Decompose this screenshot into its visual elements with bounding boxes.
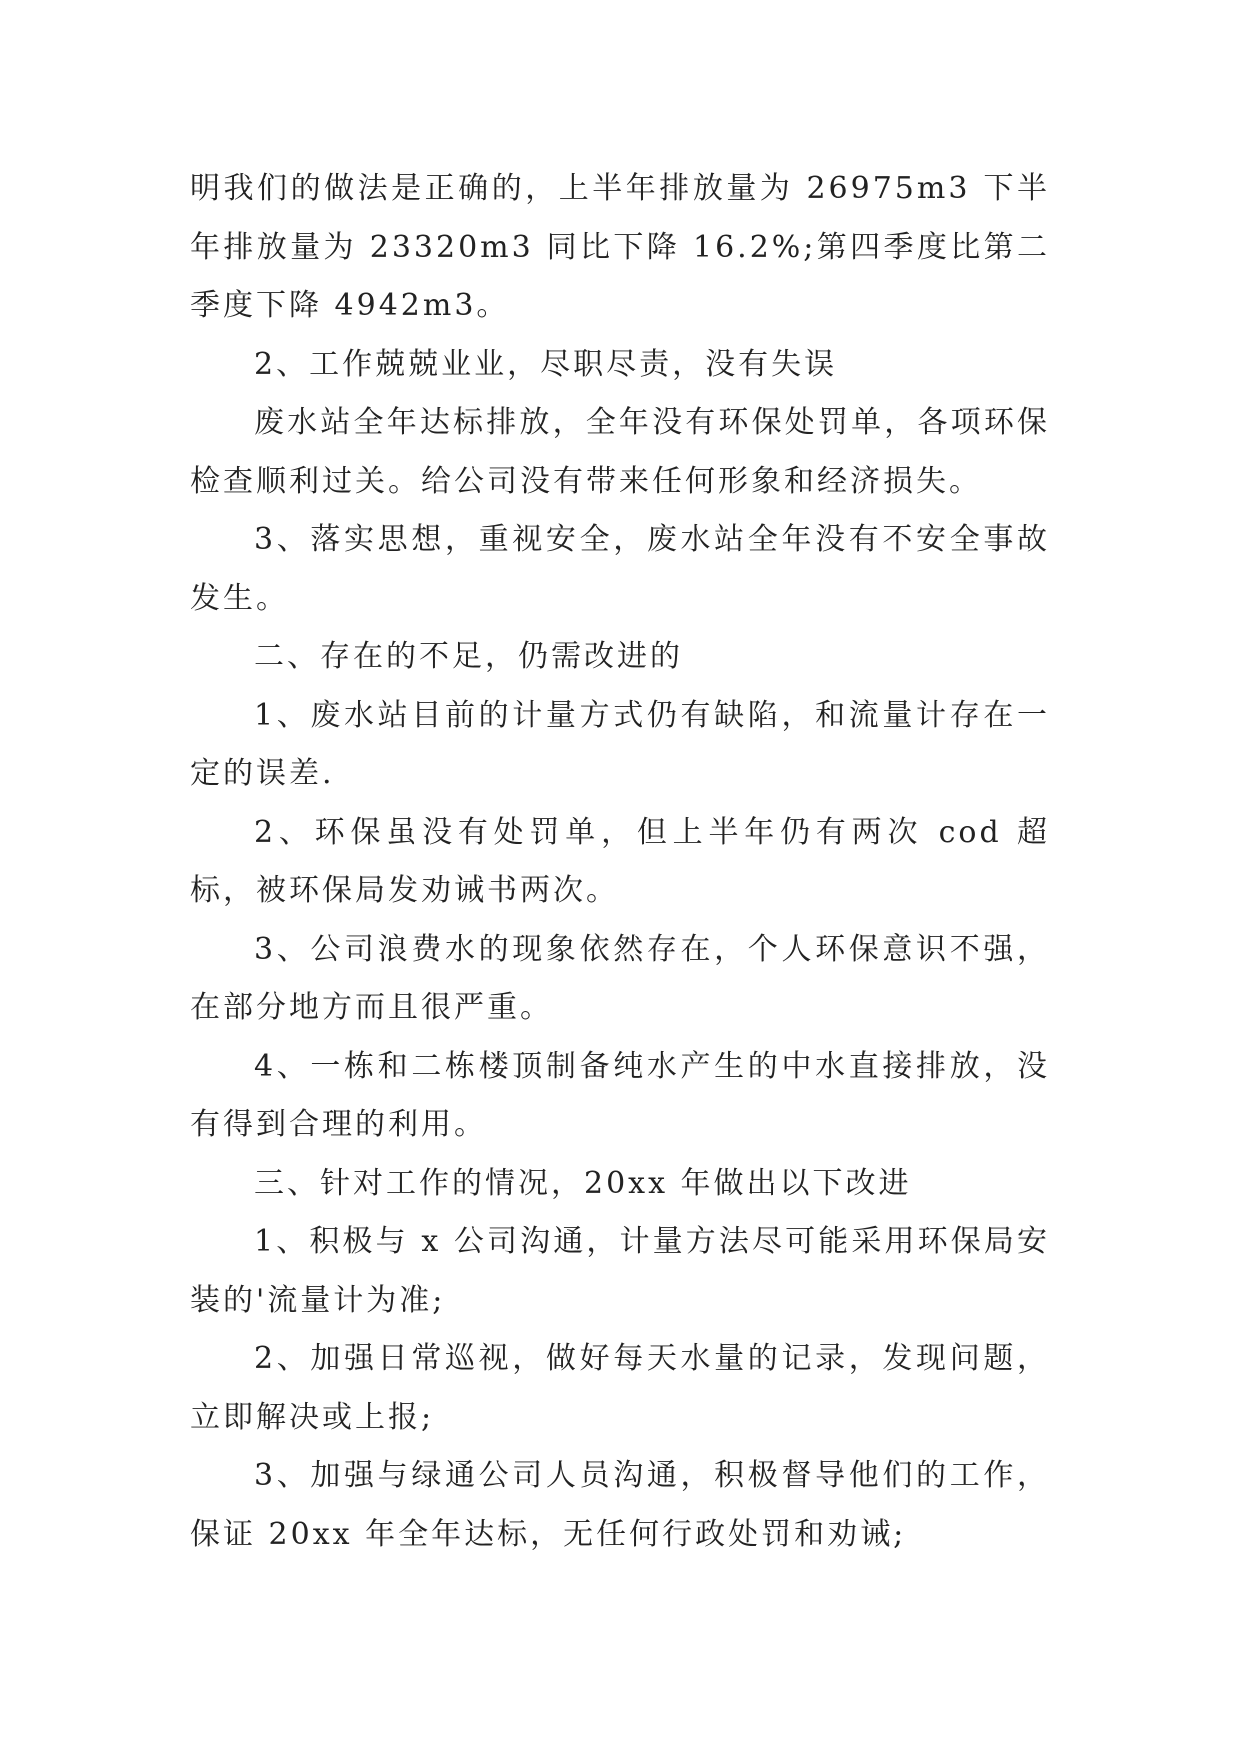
paragraph-cod-exceedance: 2、环保虽没有处罚单，但上半年仍有两次 cod 超标，被环保局发劝诫书两次。 [190,814,1050,908]
document-body [190,160,1050,1564]
section-heading-shortcomings: 二、存在的不足，仍需改进的 [254,639,683,674]
paragraph-improvement-metering: 1、积极与 x 公司沟通，计量方法尽可能采用环保局安装的'流量计为准; [190,1224,1050,1318]
section-heading-improvements: 三、针对工作的情况，20xx 年做出以下改进 [254,1165,912,1201]
paragraph-metering-defect: 1、废水站目前的计量方式仍有缺陷，和流量计存在一定的误差. [190,697,1050,791]
paragraph-improvement-patrol: 2、加强日常巡视，做好每天水量的记录，发现问题，立即解决或上报; [190,1341,1050,1435]
paragraph-safety: 3、落实思想，重视安全，废水站全年没有不安全事故发生。 [190,522,1050,616]
paragraph-improvement-supervision: 3、加强与绿通公司人员沟通，积极督导他们的工作，保证 20xx 年全年达标，无任何行政处罚和劝诫; [190,1458,1050,1552]
paragraph-heading-diligent-work: 2、工作兢兢业业，尽职尽责，没有失误 [254,346,838,382]
paragraph-emission-results: 明我们的做法是正确的，上半年排放量为 26975m3 下半年排放量为 23320m3 同比下降 16.2%;第四季度比第二季度下降 4942m3。 [190,171,1050,323]
paragraph-reclaimed-water: 4、一栋和二栋楼顶制备纯水产生的中水直接排放，没有得到合理的利用。 [190,1048,1050,1142]
paragraph-water-waste: 3、公司浪费水的现象依然存在，个人环保意识不强，在部分地方而且很严重。 [190,931,1050,1025]
paragraph-compliance: 废水站全年达标排放，全年没有环保处罚单，各项环保检查顺利过关。给公司没有带来任何形象和经济损失。 [190,405,1050,499]
